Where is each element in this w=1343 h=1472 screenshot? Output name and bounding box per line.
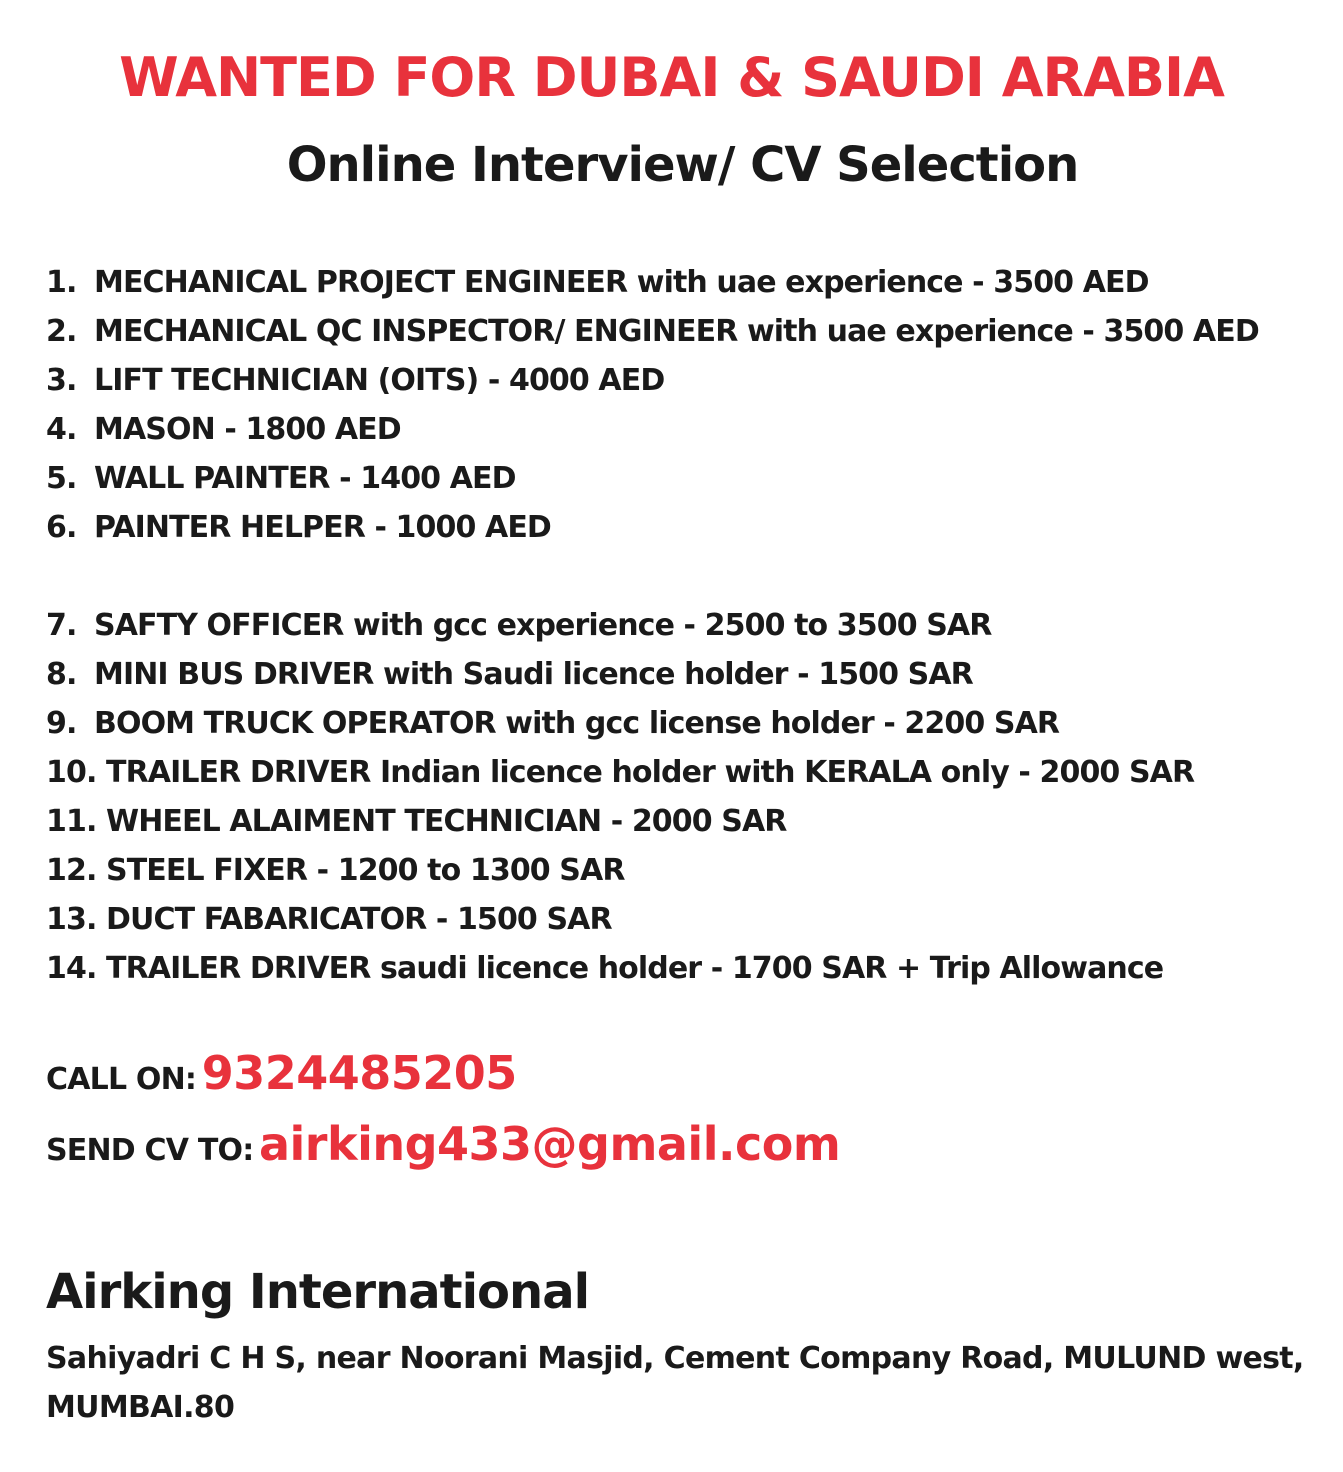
job-text: MECHANICAL PROJECT ENGINEER with uae experience - 3500 AED: [94, 265, 1149, 300]
job-item: [46, 944, 1259, 993]
job-text: BOOM TRUCK OPERATOR with gcc license holder - 2200 SAR: [94, 706, 1060, 741]
job-item: [46, 895, 1259, 944]
job-number: 14.: [46, 951, 97, 986]
call-line: [46, 1046, 517, 1100]
job-list: [46, 258, 1259, 993]
job-number: 3.: [46, 363, 77, 398]
job-text: WALL PAINTER - 1400 AED: [94, 461, 516, 496]
job-number: 11.: [46, 804, 97, 839]
job-text: WHEEL ALAIMENT TECHNICIAN - 2000 SAR: [106, 804, 787, 839]
email-line: [46, 1117, 840, 1171]
job-item: [46, 846, 1259, 895]
job-text: DUCT FABARICATOR - 1500 SAR: [106, 902, 612, 937]
job-number: 1.: [46, 265, 77, 300]
job-item: [46, 454, 1259, 503]
job-number: 10.: [46, 755, 97, 790]
job-number: 12.: [46, 853, 97, 888]
job-number: 9.: [46, 706, 77, 741]
job-item: [46, 650, 1259, 699]
job-text: TRAILER DRIVER saudi licence holder - 1700 SAR + Trip Allowance: [106, 951, 1164, 986]
job-number: 13.: [46, 902, 97, 937]
headline: WANTED FOR DUBAI & SAUDI ARABIA: [119, 46, 1224, 109]
job-text: MINI BUS DRIVER with Saudi licence holder - 1500 SAR: [94, 657, 973, 692]
phone-number: 9324485205: [201, 1046, 517, 1100]
job-item: [46, 307, 1259, 356]
job-text: TRAILER DRIVER Indian licence holder with KERALA only - 2000 SAR: [106, 755, 1195, 790]
job-item: [46, 356, 1259, 405]
job-text: STEEL FIXER - 1200 to 1300 SAR: [106, 853, 625, 888]
job-number: 4.: [46, 412, 77, 447]
call-label: CALL ON:: [46, 1062, 197, 1097]
job-number: 8.: [46, 657, 77, 692]
job-text: MECHANICAL QC INSPECTOR/ ENGINEER with uae experience - 3500 AED: [94, 314, 1259, 349]
job-number: 5.: [46, 461, 77, 496]
job-item: [46, 601, 1259, 650]
job-item: [46, 405, 1259, 454]
list-spacer: [46, 552, 1259, 601]
company-address: Sahiyadri C H S, near Noorani Masjid, Cement Company Road, MULUND west, MUMBAI.80: [46, 1341, 1304, 1425]
job-item: [46, 699, 1259, 748]
job-item: [46, 748, 1259, 797]
job-number: 2.: [46, 314, 77, 349]
subheadline: Online Interview/ CV Selection: [286, 137, 1079, 193]
job-text: SAFTY OFFICER with gcc experience - 2500 to 3500 SAR: [94, 608, 992, 643]
company-name: Airking International: [46, 1264, 590, 1320]
job-item: [46, 258, 1259, 307]
job-number: 7.: [46, 608, 77, 643]
job-item: [46, 503, 1259, 552]
email-address: airking433@gmail.com: [258, 1117, 841, 1171]
job-text: PAINTER HELPER - 1000 AED: [94, 510, 551, 545]
job-text: MASON - 1800 AED: [94, 412, 401, 447]
job-item: [46, 797, 1259, 846]
job-text: LIFT TECHNICIAN (OITS) - 4000 AED: [94, 363, 665, 398]
job-number: 6.: [46, 510, 77, 545]
cv-label: SEND CV TO:: [46, 1133, 254, 1168]
